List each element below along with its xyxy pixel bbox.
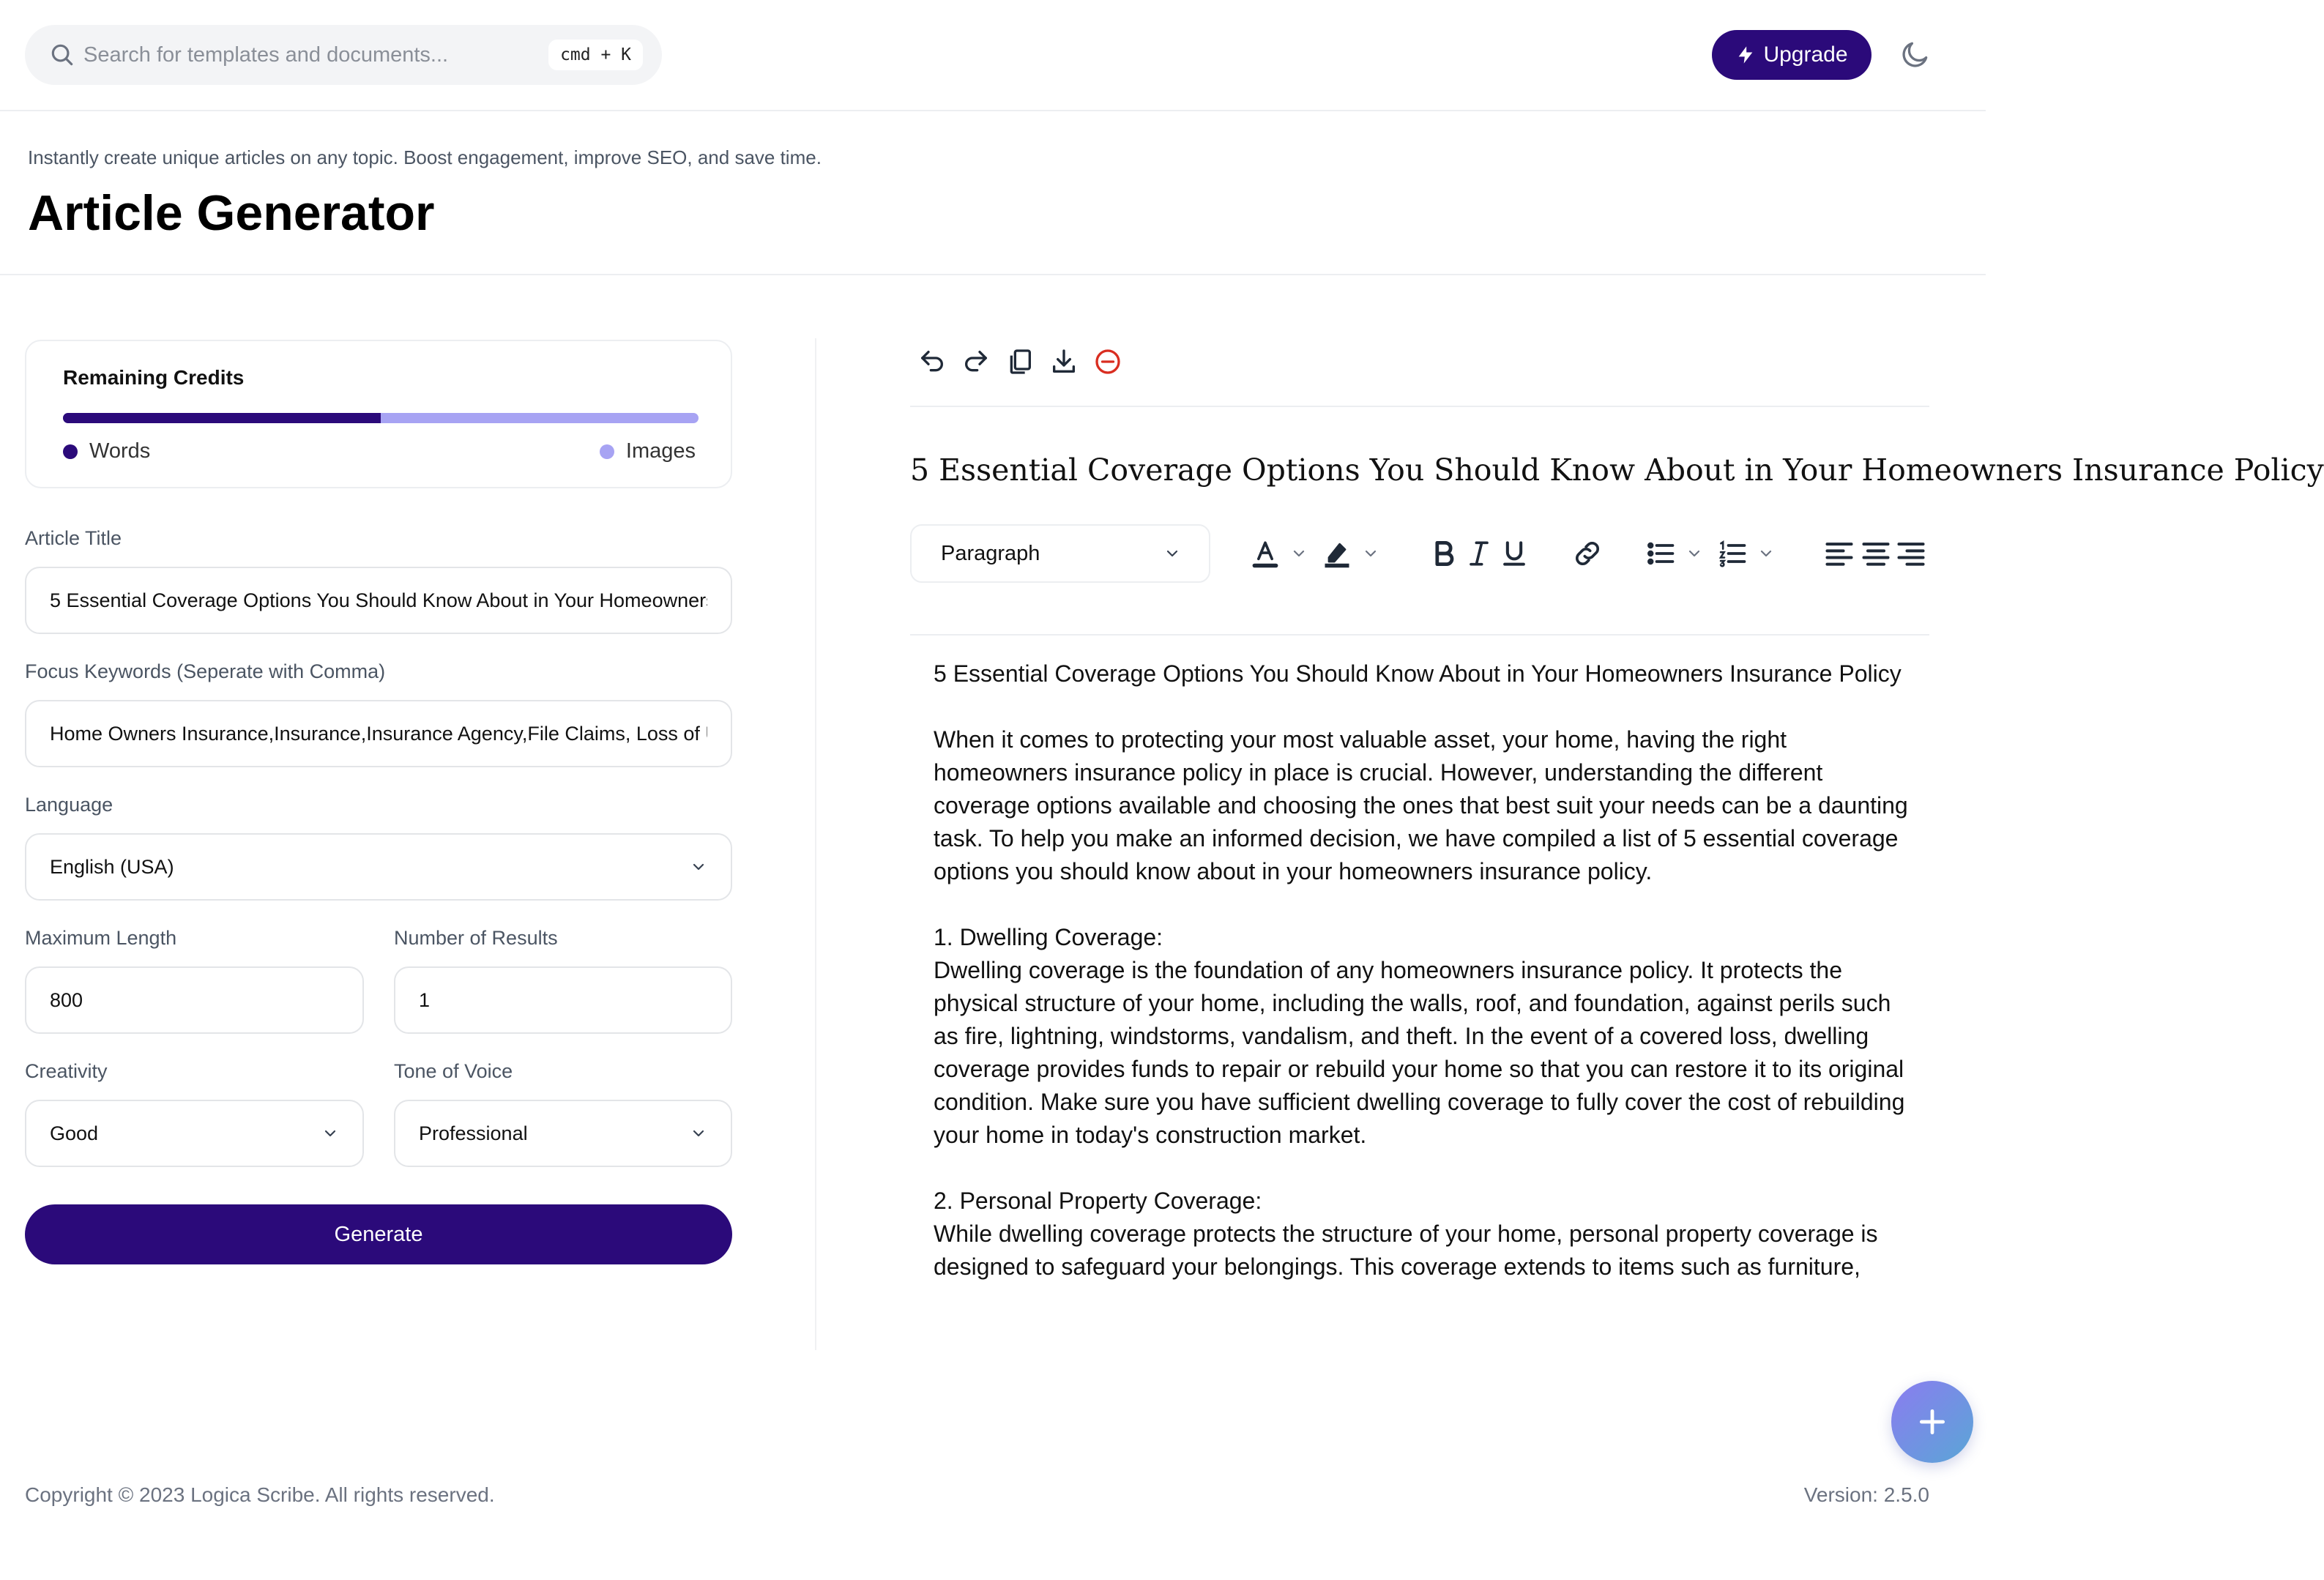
page-subtitle: Instantly create unique articles on any topic. Boost engagement, improve SEO, and save time. [28,146,822,168]
delete-icon[interactable] [1093,347,1122,376]
editor-content[interactable] [934,657,1915,1316]
numbered-list-icon[interactable] [1716,537,1748,570]
moon-icon[interactable] [1899,38,1932,70]
number-of-results-label: Number of Results [394,927,558,949]
credits-title: Remaining Credits [63,366,245,389]
plus-icon [1916,1406,1948,1438]
maximum-length-field[interactable] [25,966,364,1034]
text-color-icon[interactable] [1249,537,1281,570]
undo-icon[interactable] [917,347,947,376]
legend-words-label: Words [89,439,151,463]
chevron-down-icon[interactable] [1362,545,1379,562]
focus-keywords-label: Focus Keywords (Seperate with Comma) [25,660,386,682]
chevron-down-icon [1163,545,1181,562]
block-type-select[interactable] [910,524,1210,583]
align-center-icon[interactable] [1860,537,1892,570]
search-icon [48,41,76,69]
article-title-field[interactable] [25,567,732,634]
download-icon[interactable] [1049,347,1079,376]
chevron-down-icon[interactable] [1757,545,1775,562]
article-title-label: Article Title [25,527,122,549]
chevron-down-icon[interactable] [1290,545,1308,562]
lightning-icon [1735,45,1756,65]
creativity-value: Good [50,1122,99,1144]
generate-button[interactable]: Generate [25,1204,732,1264]
add-fab-button[interactable] [1891,1381,1973,1463]
editor-toolbar-divider [910,634,1929,636]
editor-subheading: 2. Personal Property Coverage: [934,1188,1262,1214]
page-title: Article Generator [28,185,435,241]
tone-of-voice-value: Professional [419,1122,528,1144]
number-of-results-input[interactable] [395,968,731,1032]
editor-top-divider [910,406,1929,407]
tone-of-voice-select[interactable] [394,1100,732,1167]
legend-images-label: Images [625,439,696,463]
maximum-length-input[interactable] [26,968,362,1032]
top-bar [0,0,1986,111]
legend-images [600,439,696,463]
upgrade-button[interactable] [1712,30,1872,80]
link-icon[interactable] [1571,537,1604,570]
creativity-select[interactable] [25,1100,364,1167]
focus-keywords-input[interactable] [26,701,731,766]
redo-icon[interactable] [961,347,991,376]
underline-icon[interactable] [1498,537,1530,570]
search-input[interactable] [83,25,494,85]
align-left-icon[interactable] [1823,537,1855,570]
document-title[interactable]: 5 Essential Coverage Options You Should Know About in Your Homeowners Insurance Policy [910,452,2324,488]
search-bar[interactable] [25,25,662,85]
editor-subheading: 1. Dwelling Coverage: [934,924,1163,950]
editor-paragraph: When it comes to protecting your most valuable asset, your home, having the right homeowners insurance policy in place is crucial. However, understanding the different coverage options available and choosing the ones that best suit your needs can be a daunting task. To help you make an informed decision, we have compiled a list of 5 essential coverage options you should know about in your homeowners insurance policy. [934,726,1908,884]
panel-divider [815,338,816,1350]
chevron-down-icon [321,1125,339,1142]
number-of-results-field[interactable] [394,966,732,1034]
credits-progress-words [63,413,381,423]
copy-icon[interactable] [1005,347,1035,376]
block-type-value: Paragraph [941,541,1040,565]
italic-icon[interactable] [1463,537,1495,570]
editor-paragraph: While dwelling coverage protects the structure of your home, personal property coverage is designed to safeguard your belongings. This coverage extends to items such as furniture, [934,1221,1878,1280]
maximum-length-label: Maximum Length [25,927,177,949]
header-divider [0,274,1986,275]
search-shortcut-badge: cmd + K [548,40,643,70]
upgrade-label: Upgrade [1763,42,1848,67]
language-select[interactable] [25,833,732,901]
language-value: English (USA) [50,855,174,878]
chevron-down-icon[interactable] [1686,545,1703,562]
images-dot-icon [600,444,614,459]
focus-keywords-field[interactable] [25,700,732,767]
editor-heading-line: 5 Essential Coverage Options You Should Know About in Your Homeowners Insurance Policy [934,660,1902,687]
bold-icon[interactable] [1428,537,1460,570]
bullet-list-icon[interactable] [1645,537,1677,570]
chevron-down-icon [690,1125,707,1142]
article-title-input[interactable] [26,568,731,633]
highlight-icon[interactable] [1321,537,1353,570]
language-label: Language [25,794,113,816]
footer-version: Version: 2.5.0 [1803,1483,1929,1506]
tone-of-voice-label: Tone of Voice [394,1060,513,1082]
legend-words [63,439,150,463]
editor-paragraph: Dwelling coverage is the foundation of any homeowners insurance policy. It protects the physical structure of your home, including the walls, roof, and foundation, against perils such as fire, lightning, windstorms, vandalism, and theft. In the event of a covered loss, dwelling coverage provides funds to repair or rebuild your home so that you can restore it to its original condition. Make sure you have sufficient dwelling coverage to fully cover the cost of rebuilding your home in today's construction market. [934,957,1905,1148]
chevron-down-icon [690,858,707,876]
align-right-icon[interactable] [1895,537,1927,570]
footer-copyright: Copyright © 2023 Logica Scribe. All rights reserved. [25,1483,495,1506]
words-dot-icon [63,444,78,459]
credits-progress-bar [63,413,699,423]
remaining-credits-card [25,340,732,488]
creativity-label: Creativity [25,1060,108,1082]
